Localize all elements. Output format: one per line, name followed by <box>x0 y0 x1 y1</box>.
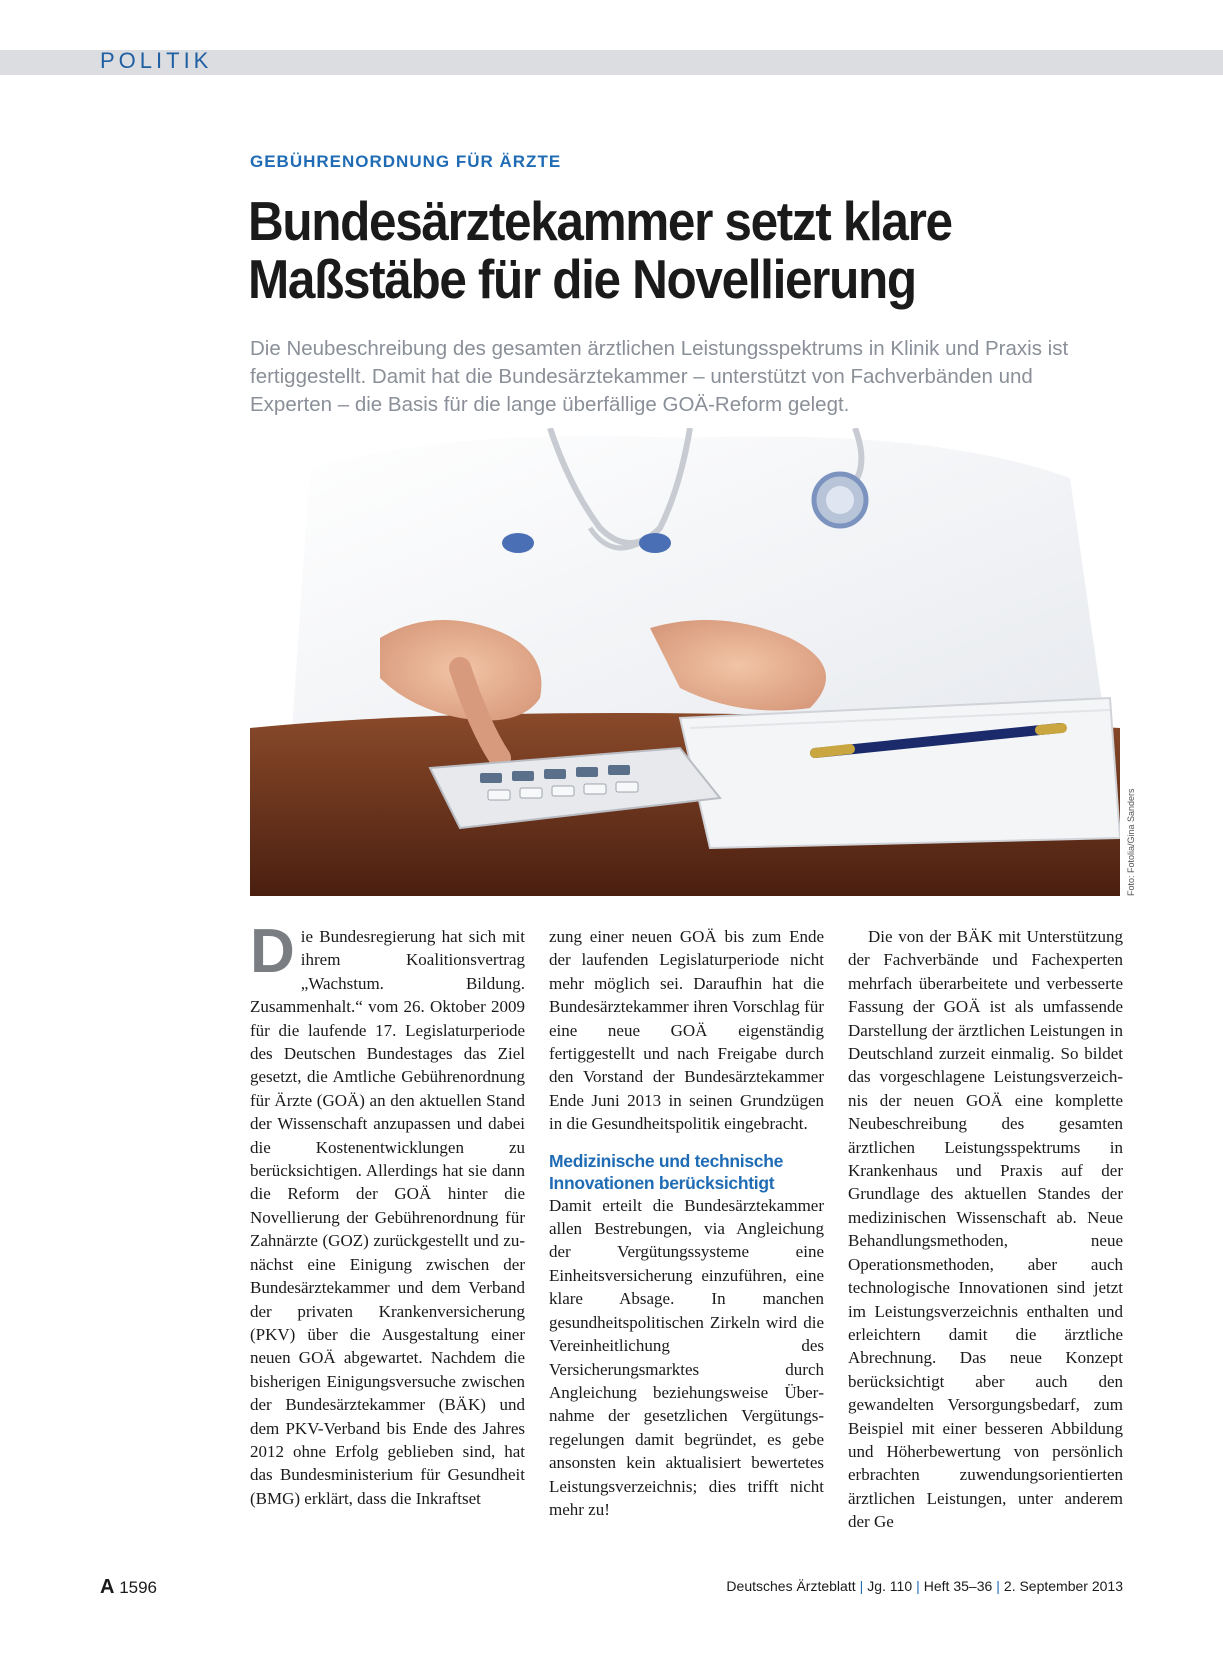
article-kicker: GEBÜHRENORDNUNG FÜR ÄRZTE <box>250 152 562 171</box>
journal-footer <box>726 1578 1123 1594</box>
journal-issue: Heft 35–36 <box>923 1578 993 1594</box>
page-number <box>100 1576 157 1599</box>
footer-separator: | <box>916 1578 920 1594</box>
article-column-3 <box>848 925 1123 1534</box>
subheading-line-2: Innovationen berücksichtigt <box>549 1172 775 1193</box>
article-column-1 <box>250 917 525 1510</box>
photo-credit: Foto: Fotolia/Gina Sanders <box>1126 788 1136 896</box>
page-number-value: 1596 <box>119 1578 158 1597</box>
doctor-calculator-illustration <box>250 428 1120 896</box>
paragraph: zung einer neuen GOÄ bis zum Ende der laufenden Legislaturperiode nicht mehr möglich sei. Daraufhin hat die Bundesärztekammer ihren Vorschlag für eine neue GOÄ eigenständig fertiggestellt und nach Freigabe durch den Vorstand der Bundesärztekammer Ende Juni 2013 in seinen Grundzügen in die Gesundheitspolitik eingebracht. <box>549 927 824 1134</box>
article-headline <box>248 192 1058 308</box>
journal-volume: Jg. 110 <box>867 1578 913 1594</box>
journal-date: 2. September 2013 <box>1003 1578 1123 1594</box>
paragraph: Die von der BÄK mit Unterstützung der Fachverbände und Fachexperten mehrfach überarbeitete und verbesserte Fassung der GOÄ ist als umfassende Darstellung der ärztlichen Leistungen in Deutschland zurzeit einmalig. So bildet das vorgeschlagene Leistungsverzeichnis der neuen GOÄ eine komplette Neubeschreibung des gesamten ärztlichen Leistungsspektrums in Krankenhaus und Praxis auf der Grundlage des aktuellen Standes der medizinischen Wissenschaft ab. Neue Behandlungsmethoden, neue Operationsmethoden, aber auch technologische Innovationen sind jetzt im Leistungsverzeichnis enthalten und erleichtern damit die ärztliche Abrechnung. Das neue Konzept berücksichtigt aber auch den gewandelten Versorgungsbedarf, zum Beispiel mit einer besseren Abbildung und Höherbewertung von persönlich erbrachten zuwendungsorientierten ärztlichen Leistungen, unter anderem der Ge <box>848 927 1123 1532</box>
section-label: POLITIK <box>100 48 213 73</box>
paragraph: Damit erteilt die Bundesärztekammer allen Bestrebungen, via Angleichung der Vergütungssysteme eine Einheitsversicherung einzuführen, eine klare Absage. In manchen gesundheitspolitischen Zirkeln wird die Vereinheitlichung des Versicherungsmarktes durch Angleichung beziehungsweise Übernahme der gesetzlichen Vergütungsregelungen damit begründet, es gebe ansonsten kein aktualisiert bewertetes Leistungsverzeichnis; dies trifft nicht mehr zu! <box>549 1195 824 1519</box>
headline-line-2: Maßstäbe für die Novellierung <box>248 248 916 310</box>
article-subheading <box>549 1150 824 1194</box>
article-photo <box>250 428 1120 896</box>
footer-separator: | <box>996 1578 1000 1594</box>
subheading-line-1: Medizinische und technische <box>549 1150 784 1171</box>
column-1-text: ie Bundesregierung hat sich mit ihrem Koalitionsvertrag „Wachstum. Bildung. Zusammenhalt.“ vom 26. Oktober 2009 für die laufende 17. Legislaturperiode des Deutschen Bundestages das Ziel gesetzt, die Amtliche Gebührenordnung für Ärzte (GOÄ) an den aktuellen Stand der Wissenschaft anzupassen und dabei die Kostenentwicklungen zu berücksichtigen. Allerdings hat sie dann die Reform der GOÄ hinter die Novellierung der Gebührenordnung für Zahnärzte (GOZ) zurückgestellt und zunächst eine Einigung zwischen der Bundesärztekammer und dem Verband der privaten Krankenversicherung (PKV) über die Ausgestaltung einer neuen GOÄ abgewartet. Nachdem die bisherigen Einigungsversuche zwischen der Bundesärztekammer (BÄK) und dem PKV-Verband bis Ende des Jahres 2012 ohne Erfolg geblieben sind, hat das Bundesministerium für Gesundheit (BMG) erklärt, dass die Inkraftset <box>250 927 525 1508</box>
footer-separator: | <box>859 1578 864 1594</box>
headline-line-1: Bundesärztekammer setzt klare <box>248 190 952 252</box>
article-column-2 <box>549 925 824 1521</box>
drop-cap: D <box>250 917 295 986</box>
article-lead: Die Neubeschreibung des gesamten ärztlichen Leistungsspektrums in Klinik und Praxis ist fertiggestellt. Damit hat die Bundesärztekammer – unterstützt von Fachverbänden und Experten – die Basis für die lange überfällige GOÄ-Reform gelegt. <box>250 337 1069 416</box>
page-prefix: A <box>100 1576 115 1598</box>
journal-name: Deutsches Ärzteblatt <box>726 1578 856 1594</box>
paragraph <box>250 917 525 1510</box>
